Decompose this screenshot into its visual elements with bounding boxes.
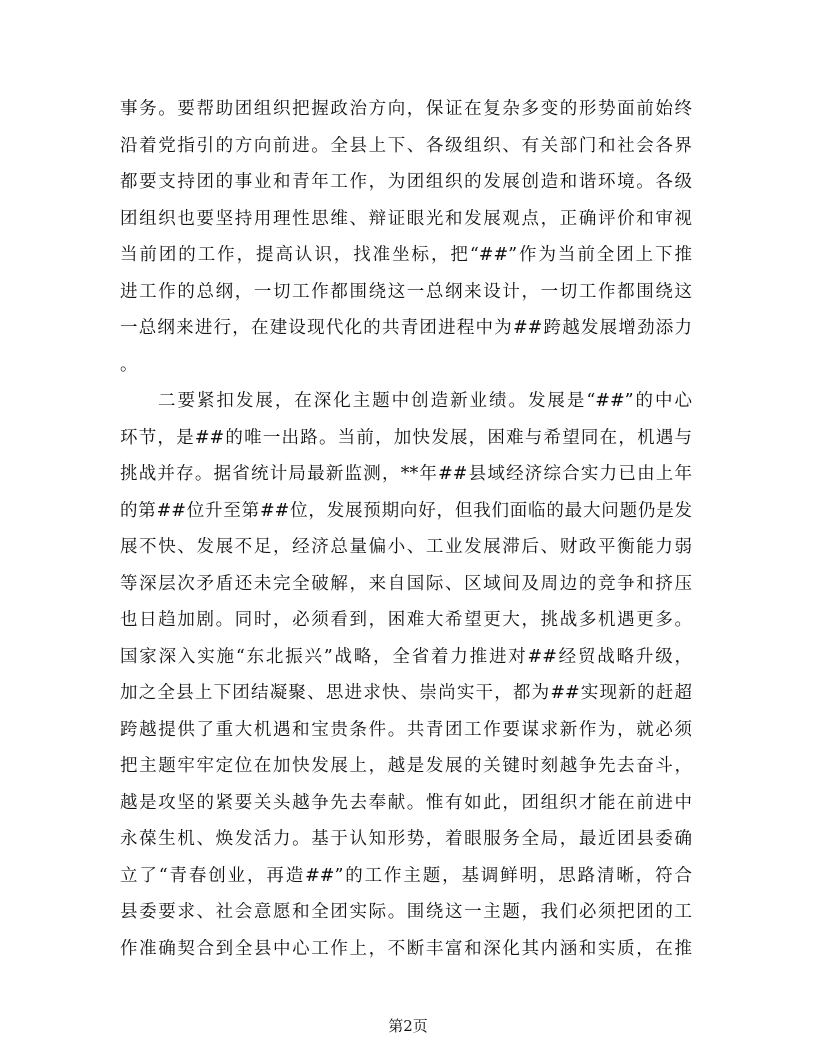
paragraph-line: 越是攻坚的紧要关头越争先去奉献。惟有如此，团组织才能在前进中 xyxy=(120,793,692,813)
page-number: 第2页 xyxy=(388,1017,428,1035)
paragraph-line: 也日趋加剧。同时，必须看到，困难大希望更大，挑战多机遇更多。 xyxy=(120,610,692,630)
paragraph-line: 立了“青春创业，再造##”的工作主题，基调鲜明，思路清晰，符合 xyxy=(120,866,692,886)
paragraph-line: 挑战并存。据省统计局最新监测，**年##县域经济综合实力已由上年 xyxy=(120,464,692,484)
paragraph-line: 进工作的总纲，一切工作都围绕这一总纲来设计，一切工作都围绕这 xyxy=(120,282,692,302)
paragraph-line: 团组织也要坚持用理性思维、辩证眼光和发展观点，正确评价和审视 xyxy=(120,209,692,229)
paragraph-line: 环节，是##的唯一出路。当前，加快发展，困难与希望同在，机遇与 xyxy=(120,428,692,448)
paragraph-line: 二要紧扣发展，在深化主题中创造新业绩。发展是“##”的中心 xyxy=(158,391,692,411)
paragraph-line: 展不快、发展不足，经济总量偏小、工业发展滞后、财政平衡能力弱 xyxy=(120,537,692,557)
paragraph-line: 县委要求、社会意愿和全团实际。围绕这一主题，我们必须把团的工 xyxy=(120,902,692,922)
paragraph-line: 等深层次矛盾还未完全破解，来自国际、区域间及周边的竞争和挤压 xyxy=(120,574,692,594)
paragraph-line: 当前团的工作，提高认识，找准坐标，把“##”作为当前全团上下推 xyxy=(120,245,692,265)
paragraph-line: 。 xyxy=(120,355,138,375)
paragraph-line: 加之全县上下团结凝聚、思进求快、崇尚实干，都为##实现新的赶超 xyxy=(120,683,692,703)
paragraph-line: 一总纲来进行，在建设现代化的共青团进程中为##跨越发展增劲添力 xyxy=(120,318,692,338)
paragraph-line: 国家深入实施“东北振兴”战略，全省着力推进对##经贸战略升级， xyxy=(120,647,692,667)
paragraph-line: 作准确契合到全县中心工作上，不断丰富和深化其内涵和实质，在推 xyxy=(120,939,692,959)
paragraph-line: 跨越提供了重大机遇和宝贵条件。共青团工作要谋求新作为，就必须 xyxy=(120,720,692,740)
paragraph-line: 的第##位升至第##位，发展预期向好，但我们面临的最大问题仍是发 xyxy=(120,501,692,521)
paragraph-line: 都要支持团的事业和青年工作，为团组织的发展创造和谐环境。各级 xyxy=(120,172,692,192)
paragraph-line: 把主题牢牢定位在加快发展上，越是发展的关键时刻越争先去奋斗， xyxy=(120,756,692,776)
paragraph-line: 永葆生机、焕发活力。基于认知形势，着眼服务全局，最近团县委确 xyxy=(120,829,692,849)
paragraph-line: 事务。要帮助团组织把握政治方向，保证在复杂多变的形势面前始终 xyxy=(120,99,692,119)
paragraph-line: 沿着党指引的方向前进。全县上下、各级组织、有关部门和社会各界 xyxy=(120,136,692,156)
